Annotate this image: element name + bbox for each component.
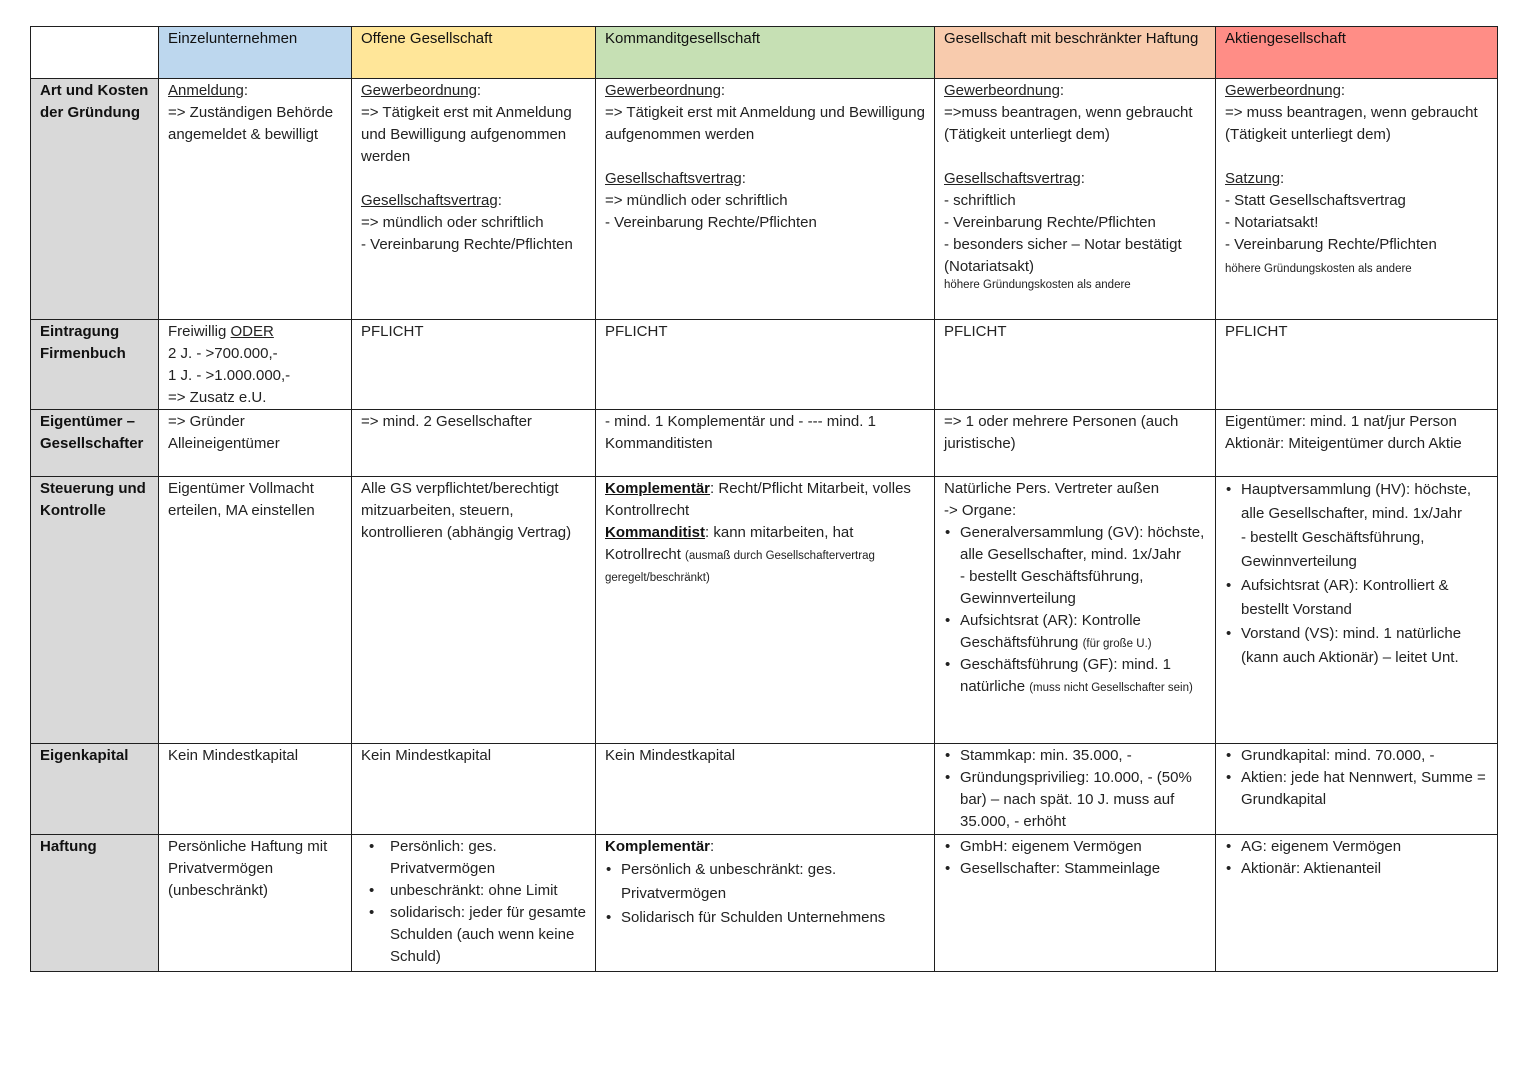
row-firmenbuch (31, 320, 1498, 410)
text: => Tätigkeit erst mit Anmeldung und Bewilligung aufgenommen werden (605, 104, 925, 143)
text: Komplementär (605, 838, 711, 855)
text: => muss beantragen, wenn gebraucht (Tätigkeit unterliegt dem) (1225, 104, 1478, 143)
row-haftung (31, 835, 1498, 972)
row-eigenkapital (31, 744, 1498, 835)
text: Gewerbeordnung (1225, 82, 1341, 99)
cell-eigentuemer-kg: - mind. 1 Komplementär und - --- mind. 1 Kommanditisten (596, 410, 935, 477)
row-label-eigentuemer: Eigentümer – Gesellschafter (31, 410, 159, 477)
text: => Zusatz e.U. (168, 389, 267, 406)
list-item: • Gesellschafter: Stammeinlage (960, 858, 1206, 880)
note-text: höhere Gründungskosten als andere (944, 279, 1131, 291)
cell-steuerung-eu: Eigentümer Vollmacht erteilen, MA einstellen (159, 477, 352, 744)
small-text: (für große U.) (1082, 638, 1152, 650)
cell-firmenbuch-kg: PFLICHT (596, 320, 935, 410)
text: ODER (230, 323, 274, 340)
list-item: • Aufsichtsrat (AR): Kontrolliert & bestellt Vorstand (1241, 574, 1488, 622)
text: => Zuständigen Behörde angemeldet & bewilligt (168, 104, 334, 143)
row-label-eigenkapital: Eigenkapital (31, 744, 159, 835)
row-label-gruendung: Art und Kosten der Gründung (31, 79, 159, 320)
text: - Notariatsakt! (1225, 214, 1319, 231)
cell-haftung-og (352, 835, 596, 972)
cell-eigenkapital-eu: Kein Mindestkapital (159, 744, 352, 835)
list-item: • solidarisch: jeder für gesamte Schulden (auch wenn keine Schuld) (390, 902, 586, 968)
cell-haftung-ag (1216, 835, 1498, 972)
cell-firmenbuch-gmbh: PFLICHT (935, 320, 1216, 410)
header-ag: Aktiengesellschaft (1216, 27, 1498, 79)
text: Gesellschaftsvertrag (605, 170, 742, 187)
list-item: • Gründungsprivilieg: 10.000, - (50% bar) – nach spät. 10 J. muss auf 35.000, - erhöht (960, 767, 1206, 833)
cell-steuerung-gmbh (935, 477, 1216, 744)
cell-haftung-kg (596, 835, 935, 972)
text: => Tätigkeit erst mit Anmeldung und Bewilligung aufgenommen werden (361, 104, 572, 165)
text: 2 J. - >700.000,- (168, 345, 278, 362)
text: : (1080, 170, 1085, 187)
list-item: • AG: eigenem Vermögen (1241, 836, 1488, 858)
text: : (243, 82, 249, 99)
text: 1 J. - >1.000.000,- (168, 367, 291, 384)
header-row (31, 27, 1498, 79)
cell-gruendung-og (352, 79, 596, 320)
text: Natürliche Pers. Vertreter außen (944, 480, 1160, 497)
text: Gesellschaftsvertrag (361, 192, 498, 209)
comparison-table (30, 26, 1498, 972)
cell-eigentuemer-ag (1216, 410, 1498, 477)
cell-eigentuemer-eu: => Gründer Alleineigentümer (159, 410, 352, 477)
text: : (476, 82, 482, 99)
header-kommanditgesellschaft: Kommanditgesellschaft (596, 27, 935, 79)
cell-eigenkapital-og: Kein Mindestkapital (352, 744, 596, 835)
list-item: • Aktionär: Aktienanteil (1241, 858, 1488, 880)
cell-steuerung-og: Alle GS verpflichtet/berechtigt mitzuarbeiten, steuern, kontrollieren (abhängig Vertrag) (352, 477, 596, 744)
header-offene-gesellschaft: Offene Gesellschaft (352, 27, 596, 79)
cell-eigentuemer-gmbh: => 1 oder mehrere Personen (auch juristische) (935, 410, 1216, 477)
text: Aktionär: Miteigentümer durch Aktie (1225, 435, 1462, 452)
text: Freiwillig (168, 323, 231, 340)
text: : (497, 192, 502, 209)
row-label-steuerung: Steuerung und Kontrolle (31, 477, 159, 744)
corner-cell (31, 27, 159, 79)
text: : (1340, 82, 1346, 99)
text: Gesellschaftsvertrag (944, 170, 1081, 187)
text: - schriftlich (944, 192, 1016, 209)
text: - besonders sicher – Notar bestätigt (Notariatsakt) (944, 236, 1182, 275)
text: Komplementär (605, 480, 711, 497)
header-einzelunternehmen: Einzelunternehmen (159, 27, 352, 79)
cell-firmenbuch-og: PFLICHT (352, 320, 596, 410)
cell-steuerung-kg (596, 477, 935, 744)
cell-firmenbuch-ag: PFLICHT (1216, 320, 1498, 410)
list-item: • Aktien: jede hat Nennwert, Summe = Grundkapital (1241, 767, 1488, 811)
list-item: • unbeschränkt: ohne Limit (390, 880, 586, 902)
list-item: • Generalversammlung (GV): höchste, alle Gesellschafter, mind. 1x/Jahr - bestellt Geschäftsführung, Gewinnverteilung (960, 522, 1206, 610)
text: : (710, 838, 715, 855)
text: -> Organe: (944, 502, 1017, 519)
text: - Vereinbarung Rechte/Pflichten (361, 236, 573, 253)
text: => mündlich oder schriftlich (361, 214, 544, 231)
cell-haftung-eu: Persönliche Haftung mit Privatvermögen (unbeschränkt) (159, 835, 352, 972)
cell-gruendung-eu (159, 79, 352, 320)
text: Eigentümer: mind. 1 nat/jur Person (1225, 413, 1457, 430)
text: : (1059, 82, 1065, 99)
row-label-haftung: Haftung (31, 835, 159, 972)
list-item: • Persönlich: ges. Privatvermögen (390, 836, 586, 880)
cell-eigenkapital-kg: Kein Mindestkapital (596, 744, 935, 835)
cell-steuerung-ag (1216, 477, 1498, 744)
list-item: • Geschäftsführung (GF): mind. 1 natürliche (muss nicht Gesellschafter sein) (960, 654, 1206, 698)
text: Anmeldung (168, 82, 244, 99)
text: : Recht/Pflicht Mitarbeit, volles Kontrollrecht (605, 480, 911, 519)
text: - Vereinbarung Rechte/Pflichten (605, 214, 817, 231)
text: Gewerbeordnung (361, 82, 477, 99)
header-gmbh: Gesellschaft mit beschränkter Haftung (935, 27, 1216, 79)
text: - bestellt Geschäftsführung, Gewinnverteilung (1241, 529, 1425, 570)
text: - Vereinbarung Rechte/Pflichten (1225, 236, 1437, 253)
small-text: (ausmaß durch Gesellschaftervertrag geregelt/beschränkt) (605, 550, 875, 584)
list-item: • Hauptversammlung (HV): höchste, alle Gesellschafter, mind. 1x/Jahr - bestellt Geschäftsführung, Gewinnverteilung (1241, 478, 1488, 574)
cell-eigentuemer-og: => mind. 2 Gesellschafter (352, 410, 596, 477)
cell-haftung-gmbh (935, 835, 1216, 972)
text: Kommanditist (605, 524, 706, 541)
list-item: • Grundkapital: mind. 70.000, - (1241, 745, 1488, 767)
small-text: (muss nicht Gesellschafter sein) (1029, 682, 1193, 694)
cell-eigenkapital-gmbh (935, 744, 1216, 835)
cell-gruendung-gmbh (935, 79, 1216, 320)
note-text: höhere Gründungskosten als andere (1225, 263, 1412, 275)
row-eigentuemer (31, 410, 1498, 477)
cell-eigenkapital-ag (1216, 744, 1498, 835)
list-item: • Solidarisch für Schulden Unternehmens (621, 906, 925, 930)
cell-gruendung-kg (596, 79, 935, 320)
text: - Vereinbarung Rechte/Pflichten (944, 214, 1156, 231)
row-steuerung (31, 477, 1498, 744)
list-item: • Stammkap: min. 35.000, - (960, 745, 1206, 767)
row-gruendung (31, 79, 1498, 320)
list-item: • Vorstand (VS): mind. 1 natürliche (kann auch Aktionär) – leitet Unt. (1241, 622, 1488, 670)
text: : (720, 82, 726, 99)
text: - Statt Gesellschaftsvertrag (1225, 192, 1406, 209)
text: => mündlich oder schriftlich (605, 192, 788, 209)
text: : (741, 170, 746, 187)
text: - bestellt Geschäftsführung, Gewinnverteilung (960, 568, 1144, 607)
list-item: • Persönlich & unbeschränkt: ges. Privatvermögen (621, 858, 925, 906)
list-item: • GmbH: eigenem Vermögen (960, 836, 1206, 858)
row-label-firmenbuch: Eintragung Firmenbuch (31, 320, 159, 410)
cell-gruendung-ag (1216, 79, 1498, 320)
cell-firmenbuch-eu (159, 320, 352, 410)
text: =>muss beantragen, wenn gebraucht (Tätigkeit unterliegt dem) (944, 104, 1193, 143)
list-item: • Aufsichtsrat (AR): Kontrolle Geschäftsführung (für große U.) (960, 610, 1206, 654)
text: : (1280, 170, 1285, 187)
text: Satzung (1225, 170, 1281, 187)
text: Gewerbeordnung (605, 82, 721, 99)
text: : kann mitarbeiten, hat Kotrollrecht (605, 524, 854, 563)
text: Gewerbeordnung (944, 82, 1060, 99)
